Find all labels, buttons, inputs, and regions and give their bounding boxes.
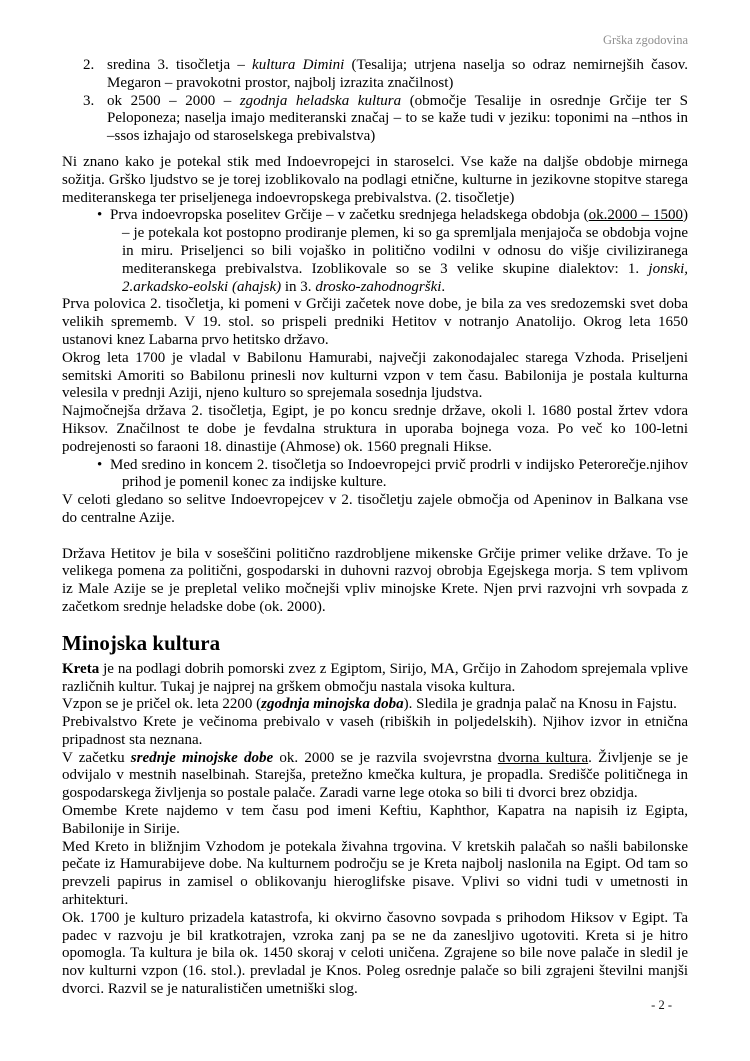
text-run: (območje Tesalije in osrednje Grčije ter S Peloponeza; naselja imajo mediteranski značaj – to se kaže tudi v jeziku: toponimi na –nthos in –ssos izhajajo od staroselskega prebivalstva) xyxy=(107,92,689,145)
paragraph xyxy=(62,546,688,617)
text-run: V začetku xyxy=(62,749,131,766)
numbered-list-item xyxy=(62,93,688,146)
paragraph xyxy=(62,910,688,999)
text-run: ok 2500 – 2000 – xyxy=(107,92,240,109)
text-run: sredina 3. tisočletja – xyxy=(107,57,253,73)
running-title: Grška zgodovina xyxy=(602,33,688,47)
text-run: . Življenje se je odvijalo v mestnih naselbinah. Starejša, pretežno kmečka kultura, je propadla. Središče političnega in gospodarskega življenja so postale palače. Zaradi varne lege otoka so bili ti dvorci brez obzidja. xyxy=(62,749,689,802)
paragraph xyxy=(62,296,688,349)
bullet-icon: • xyxy=(97,207,103,224)
page-number: - 2 - xyxy=(651,998,672,1012)
bullet-icon: • xyxy=(97,456,103,473)
text-run: Med sredino in koncem 2. tisočletja so Indoevropejci prvič prodrli v indijsko Peterorečje.njihov prihod je pomenil konec za indijske kulture. xyxy=(110,456,688,491)
list-number: 2. xyxy=(83,57,95,73)
text-run: in 3. xyxy=(281,278,316,295)
bullet-list-item xyxy=(62,457,688,493)
text-run: V celoti gledano so selitve Indoevropejcev v 2. tisočletju zajele območja od Apeninov in Balkana vse do centralne Azije. xyxy=(62,492,688,526)
paragraph xyxy=(62,714,688,750)
paragraph xyxy=(62,492,688,528)
text-run: ok.2000 – 1500 xyxy=(588,207,684,224)
bullet-list-item xyxy=(62,207,688,296)
text-run: Najmočnejša država 2. tisočletja, Egipt, je po koncu srednje države, okoli l. 1680 postal žrtev vdora Hiksov. Značilnost te dobe je fevdalna struktura in uporaba bojnega voza. Po več ko 100-letni podrejenosti so faraoni 18. dinastije (Ahmose) ok. 1560 pregnali Hikse. xyxy=(62,403,688,455)
text-run: je na podlagi dobrih pomorski zvez z Egiptom, Sirijo, MA, Grčijo in Zahodom sprejemala vplive različnih kultur. Tukaj je najprej na grškem območju nastala visoka kultura. xyxy=(62,660,688,695)
text-run: zgodnja heladska kultura xyxy=(239,92,402,109)
text-run: . xyxy=(441,278,446,295)
text-run: srednje minojske dobe xyxy=(130,749,274,766)
list-item-text xyxy=(107,93,688,146)
text-run: Država Hetitov je bila v soseščini politično razdrobljene mikenske Grčije primer velike države. To je velikega pomena za politični, gospodarski in duhovni razvoj obrobja Egejskega morja. S tem vplivom iz Male Azije se je prepletal veliko močnejši vpliv minojske Krete. Njen prvi razvojni vrh sovpada z začetkom srednje heladske dobe (ok. 2000). xyxy=(62,545,688,615)
text-run: ) – je potekala kot postopno prodiranje plemen, ki so ga spremljala menjajoča se obdobja vojne in miru. Priseljenci so bili vojaško in politično vodilni v odnosu do višje civiliziranega mediteranskega prebivalstva. Izoblikovale so se 3 velike skupine dialektov: 1. xyxy=(122,207,689,277)
text-run: jonski, 2.arkadsko-eolski (ahajsk) xyxy=(122,260,688,295)
text-run: Prebivalstvo Krete je večinoma prebivalo v vaseh (ribiških in poljedelskih). Njihov izvor in etnična pripadnost sta neznana. xyxy=(62,714,688,748)
text-run: Vzpon se je pričel ok. leta 2200 ( xyxy=(62,696,262,713)
list-number: 3. xyxy=(83,92,95,109)
paragraph xyxy=(62,803,688,839)
text-run: Ok. 1700 je kulturo prizadela katastrofa, ki okvirno časovno sovpada s prihodom Hiksov v Egipt. Ta padec v razvoju je bil kratkotrajen, vzroka zanj pa se ne da zanesljivo ugotoviti. Kreta si je hitro opomogla. Ta kultura je bila ok. 1450 skoraj v celoti uničena. Zgrajene so bile nove palače in sledil je nov kulturni vzpon (16. stol.). prevladal je Knos. Poleg osrednje palače so bili zgrajeni številni manjši dvorci. Razvil se je naturalističen umetniški slog. xyxy=(62,909,688,998)
section-heading xyxy=(62,630,688,657)
text-run: (Tesalija; utrjena naselja so odraz nemirnejših časov. Megaron – pravokotni prostor, najbolj izrazita značilnost) xyxy=(107,57,689,91)
text-run: kultura Dimini xyxy=(252,57,345,73)
text-run: Kreta xyxy=(62,660,100,677)
text-run: Minojska kultura xyxy=(62,630,221,655)
text-run: Med Kreto in bližnjim Vzhodom je potekala živahna trgovina. V kretskih palačah so našli babilonske pečate iz Hamurabijeve dobe. Na kulturnem področju se je Kreta najbolj naslonila na Egipt. Od tam so prevzeli papirus in zamisel o oblikovanju hieroglifske pisave. Vplivi so vidni tudi v umetnosti in arhitekturi. xyxy=(62,838,688,909)
page-body xyxy=(62,57,688,999)
paragraph xyxy=(62,403,688,456)
paragraph xyxy=(62,350,688,403)
text-run: Okrog leta 1700 je vladal v Babilonu Hamurabi, največji zakonodajalec starega Vzhoda. Priseljeni semitski Amoriti so Babilonu prinesli nov kulturni vzpon v tem času. Babilonija je postala kulturna velesila v prednji Aziji, njeno kulturo so sprejemala sosednja ljudstva. xyxy=(62,349,688,402)
text-run: zgodnja minojska doba xyxy=(261,696,404,713)
list-item-text xyxy=(107,57,688,93)
paragraph xyxy=(62,750,688,803)
text-run: ). Sledila je gradnja palač na Knosu in Fajstu. xyxy=(403,696,677,713)
blank-line xyxy=(62,528,688,546)
text-run: ok. 2000 se je razvila svojevrstna xyxy=(273,749,498,766)
text-run: Ni znano kako je potekal stik med Indoevropejci in staroselci. Vse kaže na daljše obdobje mirnega sožitja. Grško ljudstvo se je torej izoblikovalo na podlagi etnične, kulturne in jezikovne stopitve starega mediteranskega ter priseljenega indoevropskega prebivalstva. (2. tisočletje) xyxy=(62,153,688,206)
page-footer xyxy=(62,998,672,1013)
text-run: dvorna kultura xyxy=(497,749,589,766)
page-header xyxy=(62,33,688,48)
text-run: Prva polovica 2. tisočletja, ki pomeni v Grčiji začetek nove dobe, je bila za ves sredozemski svet doba velikih sprememb. V 19. stol. so prispeli predniki Hetitov v notranjo Anatolijo. Okrog leta 1650 ustanovi knez Labarna prvo hetitsko državo. xyxy=(62,296,688,348)
numbered-list-item xyxy=(62,57,688,93)
paragraph xyxy=(62,839,688,910)
text-run: Omembe Krete najdemo v tem času pod imeni Keftiu, Kaphthor, Kapatra na napisih iz Egipta, Babilonije in Sirije. xyxy=(62,803,688,837)
paragraph xyxy=(62,696,688,714)
text-run: drosko-zahodnogrški xyxy=(315,278,442,295)
paragraph xyxy=(62,154,688,207)
text-run: Prva indoevropska poselitev Grčije – v začetku srednjega heladskega obdobja ( xyxy=(110,207,589,224)
paragraph xyxy=(62,661,688,697)
